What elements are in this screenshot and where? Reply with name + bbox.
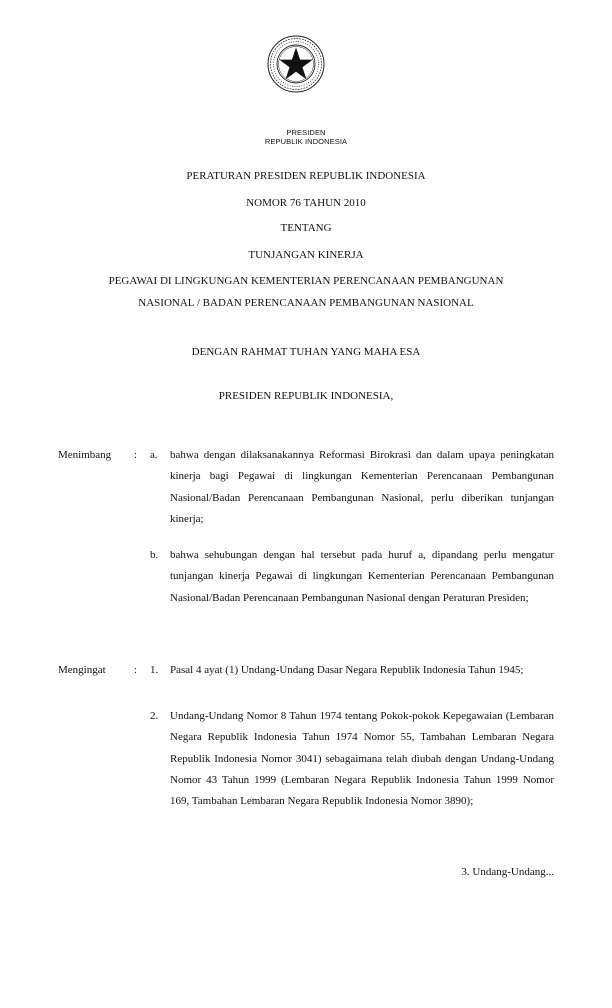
menimbang-item-marker: a. — [150, 449, 158, 461]
regulation-subject-line2: PEGAWAI DI LINGKUNGAN KEMENTERIAN PERENCANAAN PEMBANGUNAN — [108, 275, 504, 287]
regulation-title: PERATURAN PRESIDEN REPUBLIK INDONESIA — [186, 170, 426, 182]
regulation-subject-line3: NASIONAL / BADAN PERENCANAAN PEMBANGUNAN NASIONAL — [138, 297, 474, 309]
emblem-caption-line2: REPUBLIK INDONESIA — [264, 137, 348, 146]
menimbang-item-text: bahwa sehubungan dengan hal tersebut pada huruf a, dipandang perlu mengatur tunjangan kinerja Pegawai di lingkungan Kementerian Perencanaan Pembangunan Nasional/Badan Perencanaan Pembangunan Nasional dengan Peraturan Presiden; — [170, 549, 554, 604]
menimbang-label: Menimbang — [58, 449, 112, 461]
page-continuation: 3. Undang-Undang... — [461, 866, 554, 878]
regulation-subject: TUNJANGAN KINERJA — [248, 249, 364, 261]
mengingat-colon: : — [134, 664, 138, 676]
mengingat-item-marker: 2. — [150, 710, 159, 722]
mengingat-item-text: Pasal 4 ayat (1) Undang-Undang Dasar Negara Republik Indonesia Tahun 1945; — [170, 664, 524, 676]
regulation-number: NOMOR 76 TAHUN 2010 — [246, 197, 366, 209]
mengingat-item-marker: 1. — [150, 664, 159, 676]
menimbang-item-marker: b. — [150, 549, 159, 561]
regulation-about: TENTANG — [280, 222, 332, 234]
menimbang-item-text: bahwa dengan dilaksanakannya Reformasi Birokrasi dan dalam upaya peningkatan kinerja bagi Pegawai di lingkungan Kementerian Perencanaan Pembangunan Nasional/Badan Perencanaan Pembangunan Nasional, perlu diberikan tunjangan kinerja; — [170, 449, 554, 525]
emblem-caption-line1: PRESIDEN — [286, 128, 326, 137]
menimbang-colon: : — [134, 449, 138, 461]
blessing-line: DENGAN RAHMAT TUHAN YANG MAHA ESA — [191, 346, 421, 358]
garuda-star-emblem-icon — [266, 34, 326, 94]
authority-line: PRESIDEN REPUBLIK INDONESIA, — [218, 390, 394, 402]
mengingat-label: Mengingat — [58, 664, 106, 676]
mengingat-item-text: Undang-Undang Nomor 8 Tahun 1974 tentang Pokok-pokok Kepegawaian (Lembaran Negara Republik Indonesia Tahun 1974 Nomor 55, Tambahan Lembaran Negara Republik Indonesia Nomor 3041) sebagaimana telah diubah dengan Undang-Undang Nomor 43 Tahun 1999 (Lembaran Negara Republik Indonesia Tahun 1999 Nomor 169, Tambahan Lembaran Negara Republik Indonesia Nomor 3890); — [170, 710, 554, 808]
